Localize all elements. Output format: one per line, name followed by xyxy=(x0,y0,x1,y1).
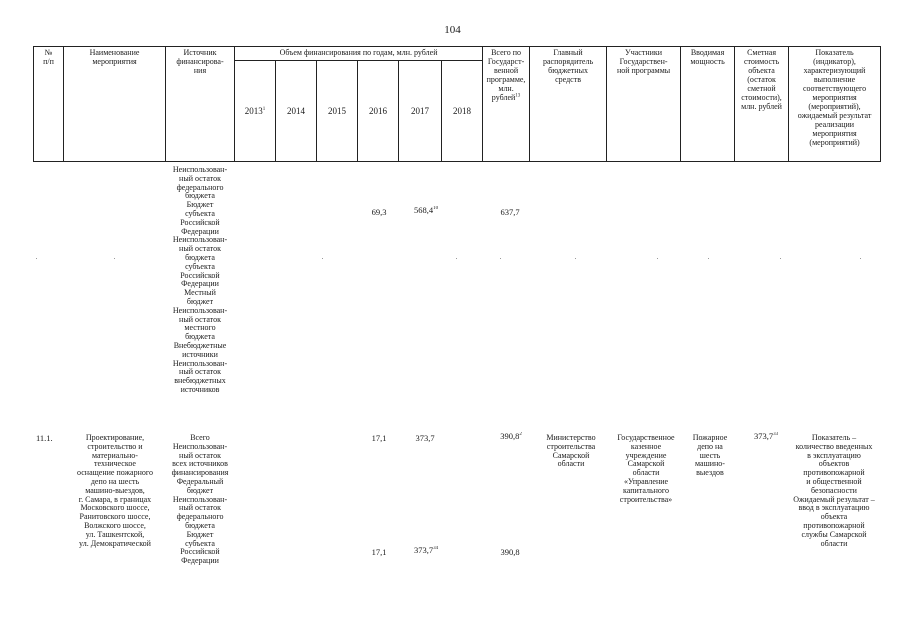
table-header xyxy=(33,46,881,162)
year-2018: 2018 xyxy=(453,105,472,116)
row-c-2016: 17,1 xyxy=(371,548,387,557)
row-c-2017 xyxy=(404,546,448,555)
year-2016-header xyxy=(358,61,399,162)
col-name-header xyxy=(64,47,166,162)
year-2013-header xyxy=(235,61,276,162)
col-source-text: Источник финансирова- ния xyxy=(176,48,224,75)
col-manager-text: Главный распорядитель бюджетных средств xyxy=(542,48,594,84)
col-capacity-header xyxy=(681,47,735,162)
row-c-total: 390,8 xyxy=(500,548,520,557)
scan-speck xyxy=(575,258,576,259)
col-num-text: № п/п xyxy=(43,48,54,66)
year-2014: 2014 xyxy=(287,105,305,116)
col-participants-header xyxy=(607,47,681,162)
row-a-2017 xyxy=(404,206,448,215)
year-2017: 2017 xyxy=(411,105,429,116)
col-source-header xyxy=(166,47,235,162)
year-2013: 2013 xyxy=(244,105,263,116)
col-indicator-text: Показатель (индикатор), характеризующий выполнение соответствующего мероприятия (мероприятий), ожидаемый результат реализации мероприятия (мероприятий) xyxy=(797,48,872,147)
row-a-total: 637,7 xyxy=(500,208,520,217)
item-total-sup: 2 xyxy=(519,432,522,438)
col-total-sup: 13 xyxy=(515,93,521,99)
col-capacity-text: Вводимая мощность xyxy=(690,48,725,66)
year-2017-header xyxy=(399,61,442,162)
row-c-2017-value: 373,7 xyxy=(413,546,434,555)
item-estimate xyxy=(744,432,788,441)
col-total-header xyxy=(483,47,530,162)
row-a-2017-sup: 10 xyxy=(433,206,439,212)
year-2014-header xyxy=(276,61,317,162)
sources-continued: Неиспользован- ный остаток федерального бюджета Бюджет субъекта Российской Федерации Неиспользован- ный остаток бюджета субъекта Российской Федерации Местный бюджет Неиспользован- ный остаток местного бюджета Внебюджетные источники Неиспользован- ный остаток внебюджетных источников xyxy=(172,166,228,394)
scan-speck xyxy=(657,258,658,259)
item-indicator: Показатель – количество введенных в эксплуатацию объектов противопожарной и общественной безопасности Ожидаемый результат – ввод в эксплуатацию объекта противопожарной службы Самарской области xyxy=(793,434,875,548)
scan-speck xyxy=(860,258,861,259)
item-capacity: Пожарное депо на шесть машино- выездов xyxy=(692,434,728,478)
col-estimate-header xyxy=(735,47,789,162)
row-a-2017-value: 568,4 xyxy=(413,206,434,215)
col-participants-text: Участники Государствен- ной программы xyxy=(616,48,671,75)
item-estimate-sup: 33 xyxy=(773,432,779,438)
item-2016: 17,1 xyxy=(371,434,387,443)
year-2016: 2016 xyxy=(369,105,387,116)
col-num-header xyxy=(34,47,64,162)
col-financing-header xyxy=(235,47,483,61)
year-2013-sup: 1 xyxy=(262,106,266,112)
scan-speck xyxy=(456,258,457,259)
row-a-2016: 69,3 xyxy=(371,208,387,217)
scan-speck xyxy=(708,258,709,259)
col-name-text: Наименование мероприятия xyxy=(89,48,140,66)
item-2017: 373,7 xyxy=(415,434,435,443)
year-2018-header xyxy=(442,61,483,162)
item-total xyxy=(492,432,530,441)
item-participant: Государственное казенное учреждение Самарской области «Управление капитального строительства» xyxy=(617,434,675,504)
scan-speck xyxy=(36,258,37,259)
year-2015-header xyxy=(317,61,358,162)
item-total-value: 390,8 xyxy=(500,432,520,441)
row-c-2017-sup: 34 xyxy=(433,546,439,552)
scan-speck xyxy=(500,258,501,259)
col-estimate-text: Сметная стоимость объекта (остаток сметной стоимости), млн. рублей xyxy=(741,48,782,111)
item-sources: Всего Неиспользован- ный остаток всех источников финансирования Федеральный бюджет Неиспользован- ный остаток федерального бюджета Бюджет субъекта Российской Федерации xyxy=(171,434,229,566)
col-manager-header xyxy=(530,47,607,162)
item-number: 11.1. xyxy=(36,434,53,443)
item-name: Проектирование, строительство и материально- техническое оснащение пожарного депо на шесть машино-выездов, г. Самара, в границах Московского шоссе, Ранитовского шоссе, Волжского шоссе, ул. Ташкентской, ул. Демократической xyxy=(77,434,153,548)
scan-speck xyxy=(322,258,323,259)
col-indicator-header xyxy=(789,47,881,162)
item-manager: Министерство строительства Самарской области xyxy=(546,434,596,469)
scan-speck xyxy=(780,258,781,259)
col-financing-text: Объем финансирования по годам, млн. рублей xyxy=(279,48,438,57)
scan-speck xyxy=(114,258,115,259)
col-total-text: Всего по Государст- венной программе, млн. рублей xyxy=(486,48,526,102)
page-number: 104 xyxy=(444,24,461,36)
year-2015: 2015 xyxy=(328,105,346,116)
item-estimate-value: 373,7 xyxy=(753,432,774,441)
